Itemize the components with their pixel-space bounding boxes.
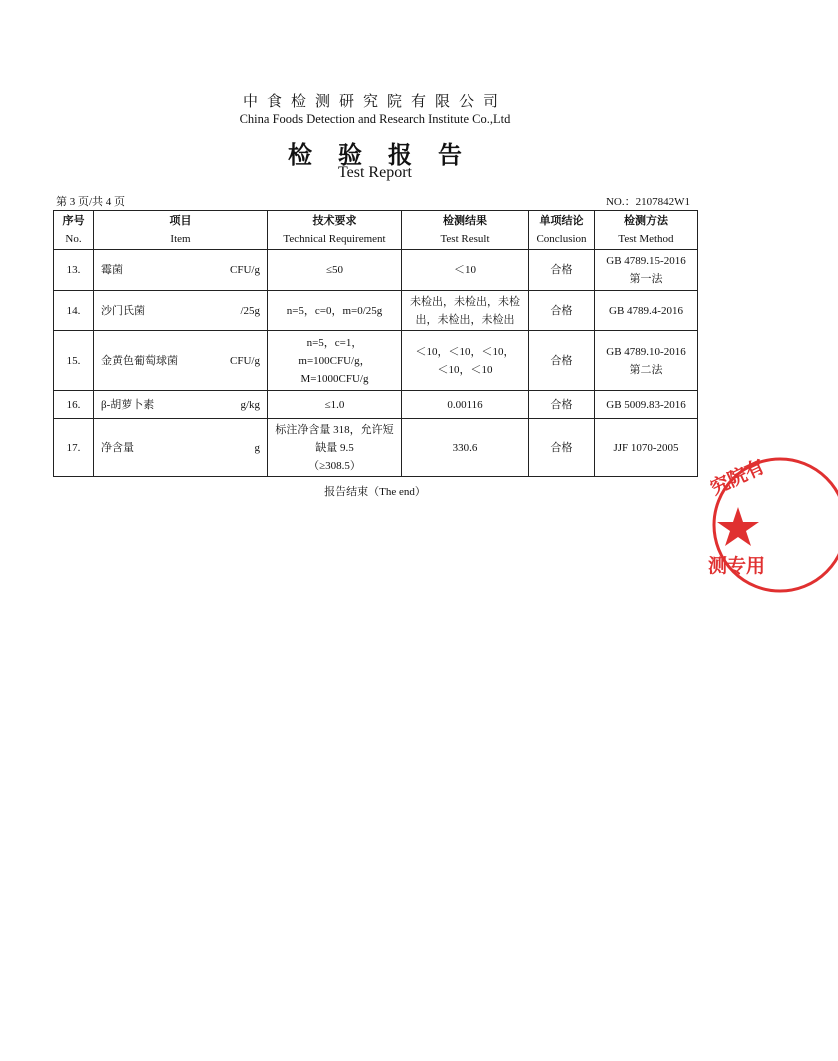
table-row (54, 291, 698, 331)
col-header-item: 项目 Item (94, 211, 268, 250)
row-method: GB 5009.83-2016 (595, 391, 698, 419)
col-header-requirement: 技术要求 Technical Requirement (268, 211, 402, 250)
row-conclusion: 合格 (529, 250, 595, 291)
col-header-no: 序号 No. (54, 211, 94, 250)
table-row (54, 250, 698, 291)
row-method: GB 4789.10-2016 第二法 (595, 331, 698, 391)
row-item: β-胡萝卜素 g/kg (94, 391, 268, 419)
row-result: 0.00116 (402, 391, 529, 419)
row-method: GB 4789.4-2016 (595, 291, 698, 331)
org-name-en: China Foods Detection and Research Institute Co.,Ltd (239, 112, 511, 126)
row-conclusion: 合格 (529, 331, 595, 391)
row-no: 13. (54, 250, 94, 291)
seal-text-bottom: 测专用 (708, 555, 766, 577)
col-header-method: 检测方法 Test Method (595, 211, 698, 250)
row-item: 净含量 g (94, 419, 268, 477)
table-row (54, 331, 698, 391)
row-no: 17. (54, 419, 94, 477)
col-header-result: 检测结果 Test Result (402, 211, 529, 250)
test-results-table (53, 210, 698, 477)
seal-text-top: 究院有 (707, 455, 769, 500)
seal-star-icon (717, 507, 759, 546)
row-conclusion: 合格 (529, 391, 595, 419)
row-conclusion: 合格 (529, 419, 595, 477)
report-title-cn: 检验报告 (288, 143, 488, 169)
row-result: ＜10，＜10，＜10， ＜10，＜10 (402, 331, 529, 391)
row-item: 金黄色葡萄球菌 CFU/g (94, 331, 268, 391)
col-header-conclusion: 单项结论 Conclusion (529, 211, 595, 250)
row-requirement: n=5，c=1， m=100CFU/g， M=1000CFU/g (268, 331, 402, 391)
row-result: ＜10 (402, 250, 529, 291)
row-item: 沙门氏菌 /25g (94, 291, 268, 331)
report-title-en: Test Report (338, 164, 412, 181)
row-item: 霉菌 CFU/g (94, 250, 268, 291)
page-info: 第 3 页/共 4 页 (56, 196, 126, 208)
row-method: JJF 1070-2005 (595, 419, 698, 477)
table-row (54, 391, 698, 419)
row-requirement: 标注净含量 318，允许短 缺量 9.5 （≥308.5） (268, 419, 402, 477)
row-no: 15. (54, 331, 94, 391)
row-conclusion: 合格 (529, 291, 595, 331)
table-header-row (54, 211, 698, 250)
row-method: GB 4789.15-2016 第一法 (595, 250, 698, 291)
row-requirement: n=5，c=0，m=0/25g (268, 291, 402, 331)
org-name-cn: 中食检测研究院有限公司 (242, 94, 507, 110)
table-row (54, 419, 698, 477)
row-requirement: ≤50 (268, 250, 402, 291)
report-number: NO.：2107842W1 (605, 196, 690, 208)
row-no: 16. (54, 391, 94, 419)
row-requirement: ≤1.0 (268, 391, 402, 419)
row-result: 330.6 (402, 419, 529, 477)
official-seal (708, 452, 838, 598)
report-end-note: 报告结束（The end） (324, 486, 426, 498)
row-no: 14. (54, 291, 94, 331)
row-result: 未检出，未检出，未检 出，未检出，未检出 (402, 291, 529, 331)
